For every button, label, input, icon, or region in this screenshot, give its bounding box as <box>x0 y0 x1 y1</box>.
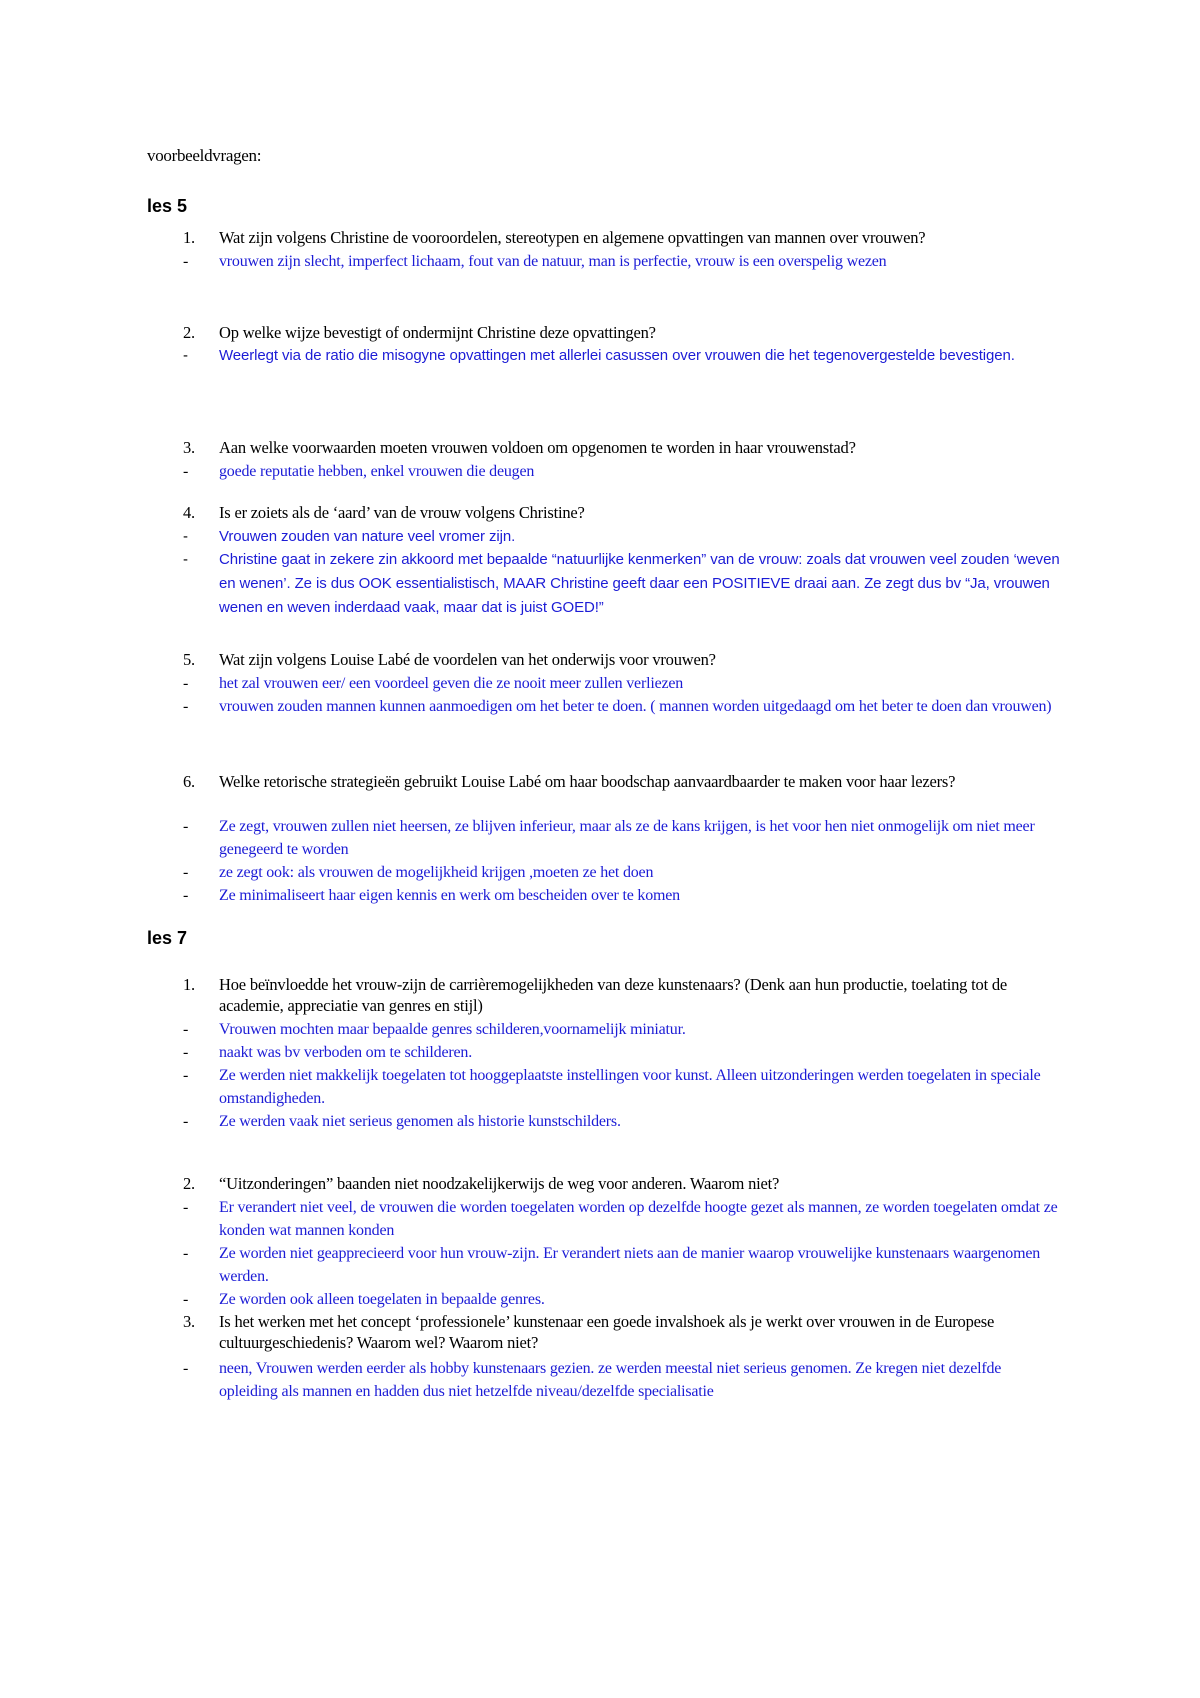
answer-text: Ze zegt, vrouwen zullen niet heersen, ze blijven inferieur, maar als ze de kans krijgen, is het voor hen niet onmogelijk om niet meer genegeerd te worden <box>219 818 1035 858</box>
answer-text: Ze werden niet makkelijk toegelaten tot hooggeplaatste instellingen voor kunst. Alleen uitzonderingen werden toegelaten in speciale omstandigheden. <box>219 1067 1041 1107</box>
question-number: 2. <box>183 1174 195 1193</box>
answer-les5-4-a <box>183 525 1063 549</box>
question-text: Op welke wijze bevestigt of ondermijnt Christine deze opvattingen? <box>219 323 656 342</box>
question-les7-1 <box>183 974 1063 1016</box>
question-les7-2 <box>183 1173 1063 1194</box>
answer-text: neen, Vrouwen werden eerder als hobby kunstenaars gezien. ze werden meestal niet serieus genomen. Ze kregen niet dezelfde opleiding als mannen en hadden dus niet hetzelfde niveau/dezelfde specialisatie <box>219 1360 1002 1400</box>
question-les5-2 <box>183 322 1063 343</box>
answer-text: ze zegt ook: als vrouwen de mogelijkheid krijgen ,moeten ze het doen <box>219 864 654 881</box>
question-text: Wat zijn volgens Louise Labé de voordelen van het onderwijs voor vrouwen? <box>219 650 716 669</box>
answer-text: Ze minimaliseert haar eigen kennis en werk om bescheiden over te komen <box>219 887 680 904</box>
question-number: 3. <box>183 1312 195 1331</box>
question-text: Is er zoiets als de ‘aard’ van de vrouw volgens Christine? <box>219 503 585 522</box>
bullet-dash: - <box>183 347 188 364</box>
bullet-dash: - <box>183 1360 189 1377</box>
question-number: 1. <box>183 228 195 247</box>
bullet-dash: - <box>183 1113 189 1130</box>
answer-les5-1-a <box>183 250 1063 273</box>
answer-les5-2-a <box>183 344 1063 368</box>
bullet-dash: - <box>183 1291 189 1308</box>
question-number: 1. <box>183 975 195 994</box>
section-heading-les-5: les 5 <box>147 196 188 216</box>
question-les5-5 <box>183 649 1063 670</box>
answer-les7-1-d <box>183 1110 1063 1133</box>
bullet-dash: - <box>183 463 189 480</box>
answer-text: vrouwen zouden mannen kunnen aanmoedigen om het beter te doen. ( mannen worden uitgedaagd om het beter te doen dan vrouwen) <box>219 698 1052 715</box>
answer-les5-5-b <box>183 695 1063 718</box>
question-number: 6. <box>183 772 195 791</box>
bullet-dash: - <box>183 528 188 545</box>
question-text: Aan welke voorwaarden moeten vrouwen voldoen om opgenomen te worden in haar vrouwenstad? <box>219 438 856 457</box>
bullet-dash: - <box>183 1199 189 1216</box>
bullet-dash: - <box>183 1021 189 1038</box>
answer-text: het zal vrouwen eer/ een voordeel geven die ze nooit meer zullen verliezen <box>219 675 684 692</box>
intro-label: voorbeeldvragen: <box>147 146 262 165</box>
question-number: 2. <box>183 323 195 342</box>
answer-text: Vrouwen mochten maar bepaalde genres schilderen,voornamelijk miniatur. <box>219 1021 686 1038</box>
answer-les7-2-b <box>183 1242 1063 1288</box>
answer-text: Weerlegt via de ratio die misogyne opvattingen met allerlei casussen over vrouwen die het tegenovergestelde bevestigen. <box>219 347 1015 364</box>
answer-les7-3-a <box>183 1357 1063 1403</box>
answer-les7-1-c <box>183 1064 1063 1110</box>
question-number: 5. <box>183 650 195 669</box>
section-heading-les-7: les 7 <box>147 928 188 948</box>
answer-les5-6-a <box>183 815 1063 861</box>
answer-les5-4-b <box>183 548 1063 620</box>
question-les5-6 <box>183 771 1063 792</box>
answer-les5-6-c <box>183 884 1063 907</box>
bullet-dash: - <box>183 551 188 568</box>
bullet-dash: - <box>183 1044 189 1061</box>
question-text: Welke retorische strategieën gebruikt Louise Labé om haar boodschap aanvaardbaarder te maken voor haar lezers? <box>219 772 956 791</box>
bullet-dash: - <box>183 864 189 881</box>
answer-les7-2-a <box>183 1196 1063 1242</box>
answer-text: Christine gaat in zekere zin akkoord met bepaalde “natuurlijke kenmerken” van de vrouw: zoals dat vrouwen veel zouden ‘weven en wenen’. Ze is dus OOK essentialistisch, MAAR Christine geeft daar een POSITIEVE draai aan. Ze zegt dus bv “Ja, vrouwen wenen en weven inderdaad vaak, maar dat is juist GOED!” <box>219 551 1060 616</box>
answer-text: Ze worden niet geapprecieerd voor hun vrouw-zijn. Er verandert niets aan de manier waarop vrouwelijke kunstenaars waargenomen werden. <box>219 1245 1041 1285</box>
bullet-dash: - <box>183 675 189 692</box>
question-les5-1 <box>183 227 1063 248</box>
answer-les5-6-b <box>183 861 1063 884</box>
answer-les7-2-c <box>183 1288 1063 1311</box>
question-text: “Uitzonderingen” baanden niet noodzakelijkerwijs de weg voor anderen. Waarom niet? <box>219 1174 780 1193</box>
answer-les7-1-a <box>183 1018 1063 1041</box>
answer-les5-5-a <box>183 672 1063 695</box>
question-number: 4. <box>183 503 195 522</box>
question-text: Wat zijn volgens Christine de vooroordelen, stereotypen en algemene opvattingen van mannen over vrouwen? <box>219 228 926 247</box>
bullet-dash: - <box>183 1245 189 1262</box>
question-les5-3 <box>183 437 1063 458</box>
answer-text: Ze worden ook alleen toegelaten in bepaalde genres. <box>219 1291 545 1308</box>
question-text: Hoe beïnvloedde het vrouw-zijn de carrièremogelijkheden van deze kunstenaars? (Denk aan hun productie, toelating tot de academie, appreciatie van genres en stijl) <box>219 975 1008 1015</box>
bullet-dash: - <box>183 1067 189 1084</box>
bullet-dash: - <box>183 698 189 715</box>
bullet-dash: - <box>183 818 189 835</box>
answer-les7-1-b <box>183 1041 1063 1064</box>
answer-text: Er verandert niet veel, de vrouwen die worden toegelaten worden op dezelfde hoogte gezet als mannen, ze worden toegelaten omdat ze konden wat mannen konden <box>219 1199 1058 1239</box>
answer-text: Vrouwen zouden van nature veel vromer zijn. <box>219 528 516 545</box>
bullet-dash: - <box>183 253 189 270</box>
question-text: Is het werken met het concept ‘professionele’ kunstenaar een goede invalshoek als je werkt over vrouwen in de Europese cultuurgeschiedenis? Waarom wel? Waarom niet? <box>219 1312 995 1352</box>
bullet-dash: - <box>183 887 189 904</box>
answer-les5-3-a <box>183 460 1063 483</box>
question-number: 3. <box>183 438 195 457</box>
answer-text: naakt was bv verboden om te schilderen. <box>219 1044 473 1061</box>
answer-text: vrouwen zijn slecht, imperfect lichaam, fout van de natuur, man is perfectie, vrouw is een overspelig wezen <box>219 253 887 270</box>
question-les5-4 <box>183 502 1063 523</box>
answer-text: goede reputatie hebben, enkel vrouwen die deugen <box>219 463 535 480</box>
question-les7-3 <box>183 1311 1063 1353</box>
answer-text: Ze werden vaak niet serieus genomen als historie kunstschilders. <box>219 1113 621 1130</box>
